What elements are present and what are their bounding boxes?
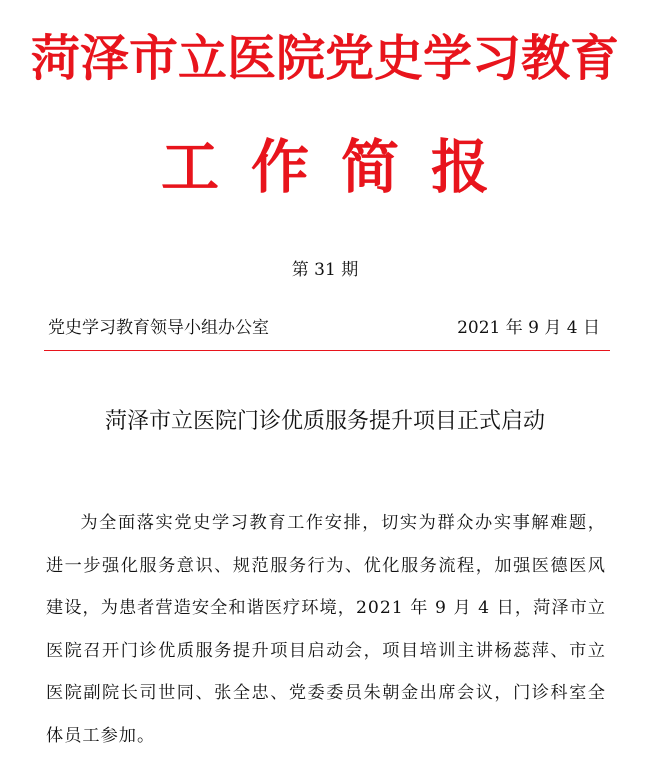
- article-title: 菏泽市立医院门诊优质服务提升项目正式启动: [104, 409, 545, 434]
- issue-date: 2021 年 9 月 4 日: [457, 318, 600, 338]
- masthead-title: 菏泽市立医院党史学习教育: [30, 29, 619, 87]
- red-divider: [44, 350, 610, 351]
- article-paragraph: 为全面落实党史学习教育工作安排，切实为群众办实事解难题，进一步强化服务意识、规范服务行为、优化服务流程，加强医德医风建设，为患者营造安全和谐医疗环境，2021 年 9 月 4 日，菏泽市立医院召开门诊优质服务提升项目启动会，项目培训主讲杨蕊萍、市立医院副院长司世同、张全忠、党委委员朱朝金出席会议，门诊科室全体员工参加。: [46, 513, 606, 746]
- issue-number: 第 31 期: [291, 260, 359, 280]
- issuing-office: 党史学习教育领导小组办公室: [48, 318, 269, 338]
- masthead-subtitle: 工作简报: [160, 133, 521, 201]
